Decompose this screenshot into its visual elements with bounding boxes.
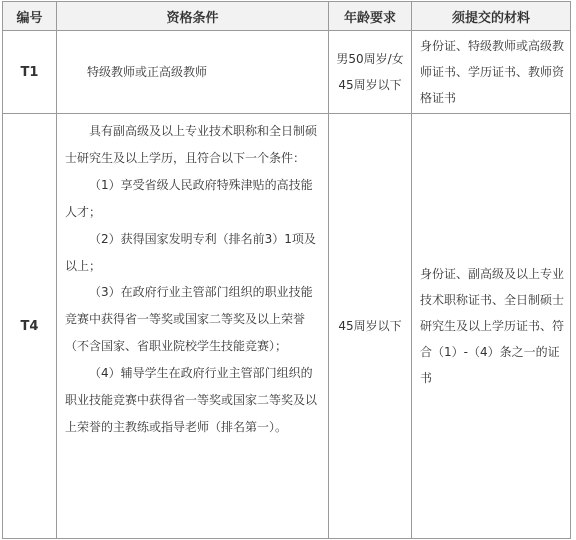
row-age: 45周岁以下 [329,114,412,539]
conditions-lead: 具有副高级及以上专业技术职称和全日制硕士研究生及以上学历，且符合以下一个条件： [65,124,318,165]
table-row [3,31,571,114]
condition-item-2: （2）获得国家发明专利（排名前3）1项及以上； [65,231,316,273]
qualification-table [2,1,571,539]
table-row [3,114,571,539]
condition-item-3: （3）在政府行业主管部门组织的职业技能竞赛中获得省一等奖或国家二等奖及以上荣誉（不含国家、省职业院校学生技能竞赛）； [65,285,313,354]
row-id: T1 [3,31,57,114]
header-conditions: 资格条件 [57,2,329,31]
row-materials: 身份证、副高级及以上专业技术职称证书、全日制硕士研究生及以上学历证书、符合（1）-（4）条之一的证书 [412,114,571,539]
table-header-row [3,2,571,31]
row-materials: 身份证、特级教师或高级教师证书、学历证书、教师资格证书 [412,31,571,114]
row-conditions: 特级教师或正高级教师 [57,31,329,114]
header-materials: 须提交的材料 [412,2,571,31]
condition-item-4: （4）辅导学生在政府行业主管部门组织的职业技能竞赛中获得省一等奖或国家二等奖及以上荣誉的主教练或指导老师（排名第一）。 [65,366,318,434]
header-age: 年龄要求 [329,2,412,31]
condition-item-1: （1）享受省级人民政府特殊津贴的高技能人才； [65,177,313,219]
row-conditions [57,114,329,539]
row-age: 男50周岁/女45周岁以下 [329,31,412,114]
row-id: T4 [3,114,57,539]
header-id: 编号 [3,2,57,31]
